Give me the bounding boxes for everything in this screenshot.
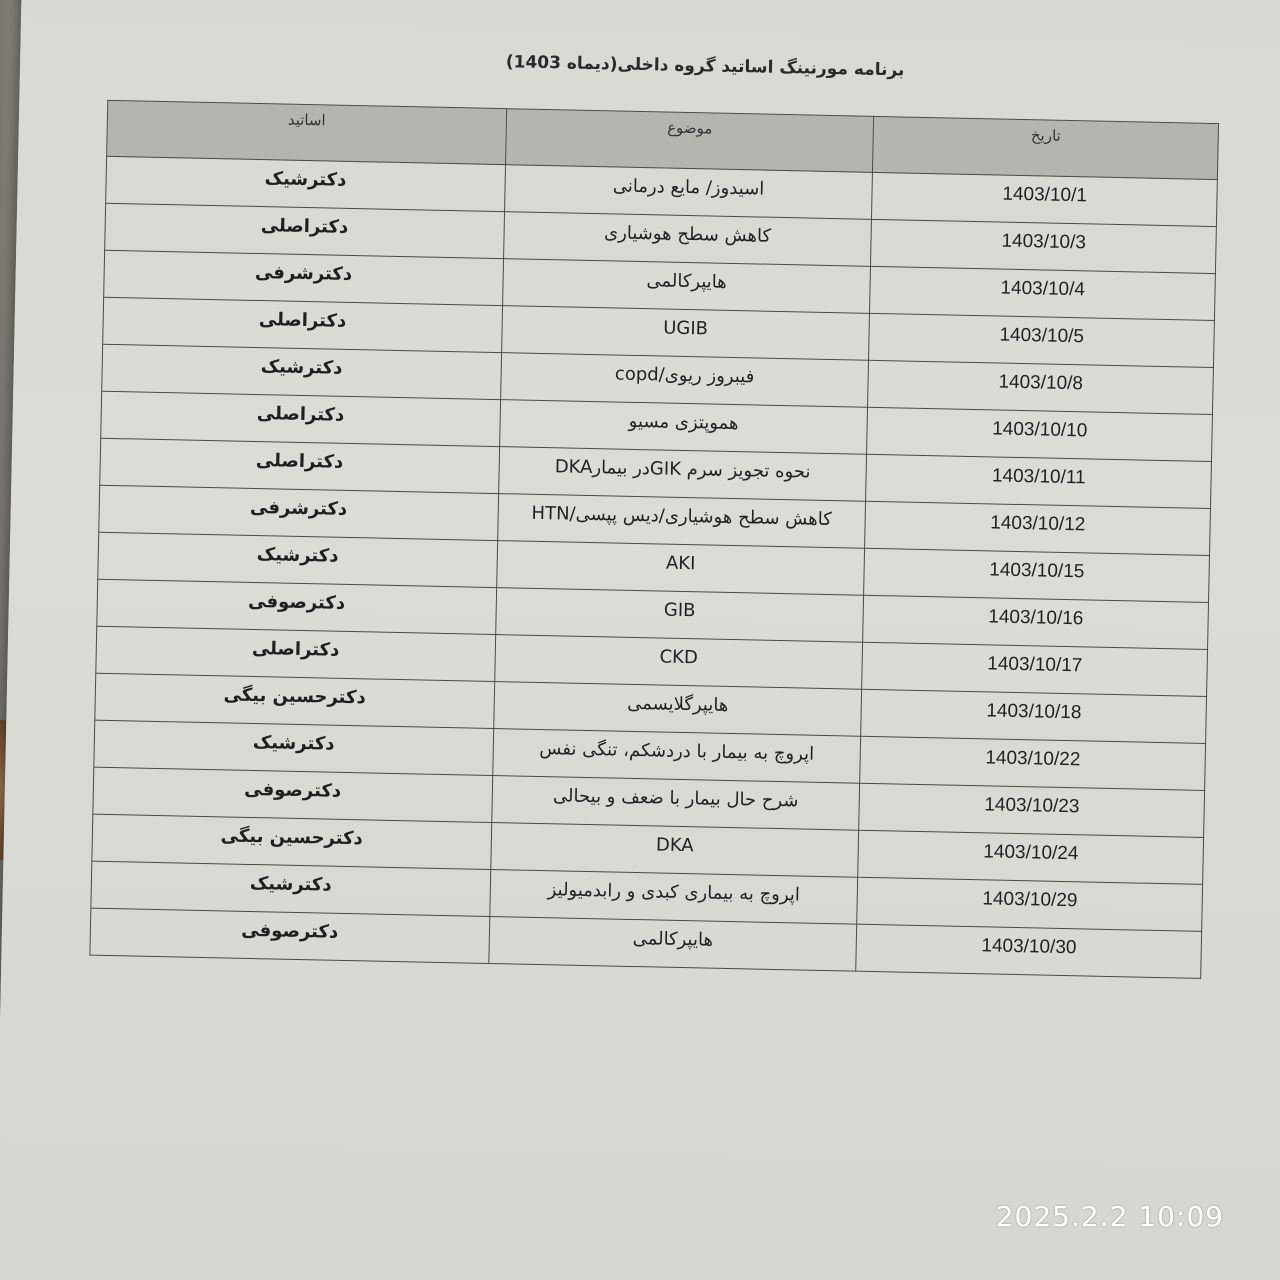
header-date: تاریخ [873, 116, 1219, 179]
topic-cell: UGIB [501, 306, 870, 361]
topic-cell: هموپتزی مسیو [499, 400, 868, 455]
date-cell: 1403/10/17 [862, 642, 1208, 696]
date-cell: 1403/10/3 [871, 219, 1217, 273]
date-cell: 1403/10/8 [868, 360, 1214, 414]
topic-cell: کاهش سطح هوشیاری [503, 212, 872, 267]
professor-cell: دکترصوفی [90, 908, 490, 963]
table-body [90, 156, 1217, 978]
professor-cell: دکتراصلی [100, 438, 500, 493]
topic-cell: اپروچ به بیماری کبدی و رابدمیولیز [489, 870, 858, 925]
professor-cell: دکترصوفی [97, 579, 497, 634]
camera-timestamp: 2025.2.2 10:09 [995, 1200, 1224, 1233]
topic-cell: AKI [496, 541, 865, 596]
topic-cell: شرح حال بیمار با ضعف و بیحالی [491, 776, 860, 831]
date-cell: 1403/10/18 [861, 689, 1207, 743]
topic-cell: هایپرگلایسمی [493, 682, 862, 737]
professor-cell: دکترصوفی [93, 767, 493, 822]
topic-cell: نحوه تجویز سرم GIKدر بیمارDKA [498, 447, 867, 502]
professor-cell: دکترحسین بیگی [95, 673, 495, 728]
professor-cell: دکتراصلی [105, 203, 505, 258]
topic-cell: اپروچ به بیمار با دردشکم، تنگی نفس [492, 729, 861, 784]
topic-cell: هایپرکالمی [502, 259, 871, 314]
topic-cell: CKD [494, 635, 863, 690]
date-cell: 1403/10/10 [867, 407, 1213, 461]
date-cell: 1403/10/22 [860, 736, 1206, 790]
header-professor: اساتید [107, 100, 507, 164]
date-cell: 1403/10/11 [866, 454, 1212, 508]
document-title: برنامه مورنینگ اساتید گروه داخلی(دیماه 1403) [505, 52, 905, 81]
professor-cell: دکترشیک [94, 720, 494, 775]
date-cell: 1403/10/4 [870, 266, 1216, 320]
date-cell: 1403/10/29 [857, 877, 1203, 931]
topic-cell: GIB [495, 588, 864, 643]
date-cell: 1403/10/5 [869, 313, 1215, 367]
topic-cell: فیبروز ریوی/copd [500, 353, 869, 408]
topic-cell: هایپرکالمی [488, 916, 857, 971]
date-cell: 1403/10/1 [872, 172, 1218, 226]
professor-cell: دکتراصلی [101, 391, 501, 446]
topic-cell: کاهش سطح هوشیاری/دیس پپسی/HTN [497, 494, 866, 549]
date-cell: 1403/10/24 [858, 830, 1204, 884]
topic-cell: اسیدوز/ مایع درمانی [504, 165, 873, 220]
professor-cell: دکترشیک [98, 532, 498, 587]
professor-cell: دکترشرفی [104, 250, 504, 305]
professor-cell: دکترشرفی [99, 485, 499, 540]
date-cell: 1403/10/12 [865, 501, 1211, 555]
schedule-table [89, 100, 1219, 979]
date-cell: 1403/10/16 [863, 595, 1209, 649]
professor-cell: دکترشیک [102, 344, 502, 399]
professor-cell: دکترشیک [106, 156, 506, 211]
professor-cell: دکتراصلی [96, 626, 496, 681]
professor-cell: دکترشیک [91, 861, 491, 916]
date-cell: 1403/10/15 [864, 548, 1210, 602]
topic-cell: DKA [490, 823, 859, 878]
professor-cell: دکترحسین بیگی [92, 814, 492, 869]
professor-cell: دکتراصلی [103, 297, 503, 352]
date-cell: 1403/10/30 [856, 924, 1202, 978]
header-topic: موضوع [505, 109, 874, 173]
date-cell: 1403/10/23 [859, 783, 1205, 837]
